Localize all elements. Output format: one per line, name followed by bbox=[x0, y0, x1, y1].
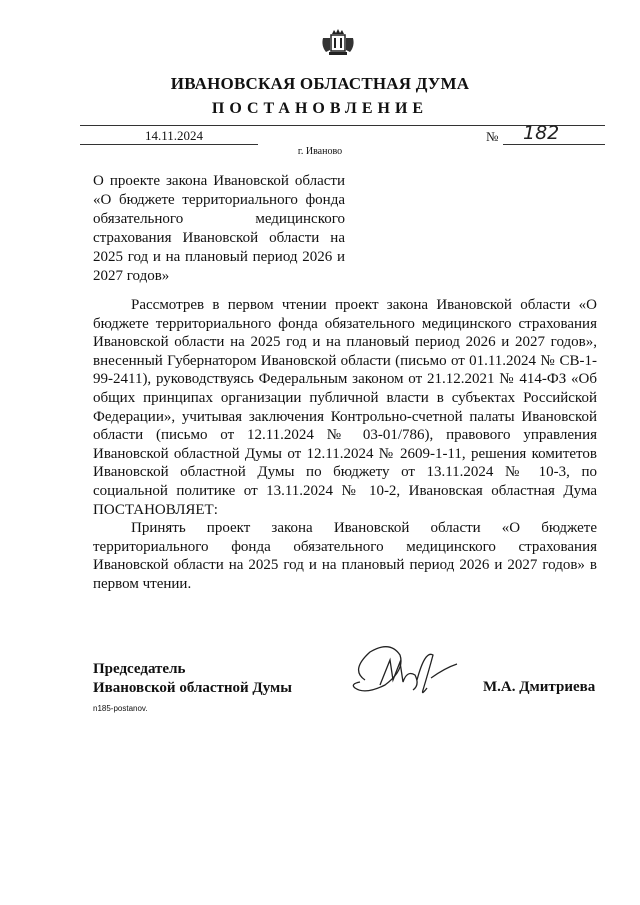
body-paragraph: Рассмотрев в первом чтении проект закона Ивановской области «О бюджете территориального фонда обязательного медицинского страхования Ивановской области на 2025 год и на плановый период 2026 и 2027 годов», внесенный Губернатором Ивановской области (письмо от 01.11.2024 № СВ-1-99-2411), руководствуясь Федеральным законом от 21.12.2021 № 414-ФЗ «Об общих принципах организации публичной власти в субъектах Российской Федерации», учитывая заключения Контрольно-счетной палаты Ивановской области (письмо от 12.11.2024 № 03-01/786), правового управления Ивановской областной Думы от 12.11.2024 № 2609-1-11, решения комитетов Ивановской областной Думы по бюджету от 13.11.2024 № 10-3, по социальной политике от 13.11.2024 № 10-2, Ивановская областная Дума ПОСТАНОВЛЯЕТ: bbox=[93, 297, 597, 518]
document-city: г. Иваново bbox=[297, 146, 343, 157]
file-code: n185-postanov. bbox=[93, 704, 148, 713]
document-subject: О проекте закона Ивановской области «О бюджете территориального фонда обязательного медицинского страхования Ивановской области на 2025 год и на плановый период 2026 и 2027 годов» bbox=[93, 173, 345, 284]
coat-of-arms-icon bbox=[320, 28, 356, 68]
date-underline bbox=[80, 144, 258, 145]
signatory-title-line2: Ивановской областной Думы bbox=[93, 680, 292, 696]
number-label: № bbox=[486, 129, 499, 144]
body-paragraph: Принять проект закона Ивановской области «О бюджете территориального фонда обязательного медицинского страхования Ивановской области на 2025 год и на плановый период 2026 и 2027 годов» в первом чтении. bbox=[93, 520, 597, 592]
document-number: 182 bbox=[523, 122, 560, 144]
signatory-title bbox=[93, 660, 292, 698]
signer-name: М.А. Дмитриева bbox=[483, 679, 596, 695]
number-underline bbox=[503, 144, 605, 145]
document-date: 14.11.2024 bbox=[145, 128, 204, 143]
document-body bbox=[93, 296, 597, 594]
handwritten-signature bbox=[345, 640, 465, 700]
signatory-title-line1: Председатель bbox=[93, 661, 186, 677]
document-type: ПОСТАНОВЛЕНИЕ bbox=[211, 100, 429, 117]
organization-name: ИВАНОВСКАЯ ОБЛАСТНАЯ ДУМА bbox=[170, 74, 470, 93]
